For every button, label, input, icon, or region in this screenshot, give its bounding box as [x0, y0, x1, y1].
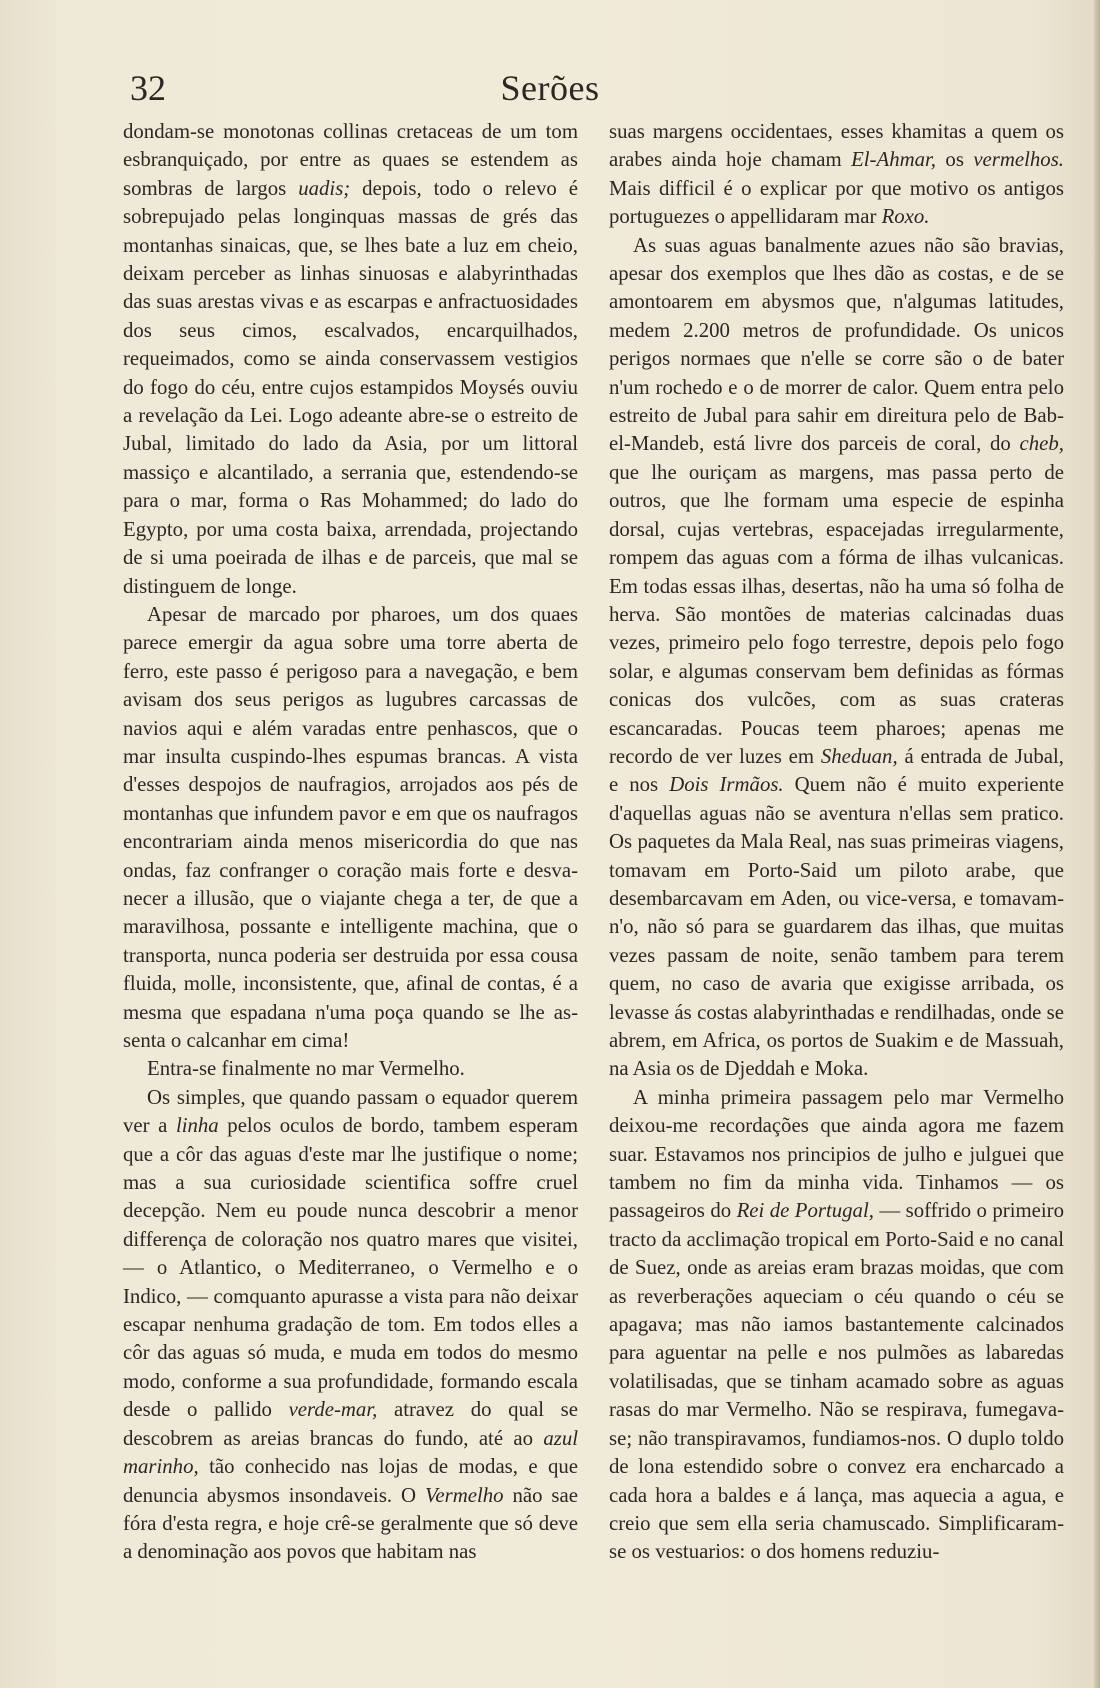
paragraph: suas margens occidentaes, esses khamitas a quem os arabes ainda hoje chamam El-Ahmar, os vermelhos. Mais difficil é o explicar por que motivo os antigos portuguezes o appellidaram mar Roxo. [609, 120, 1064, 229]
page-header [0, 66, 1100, 116]
running-title: Serões [500, 68, 600, 108]
left-column [123, 118, 578, 1658]
right-column [609, 118, 1064, 1658]
paragraph: dondam-se monotonas collinas cretaceas de um tom esbranquiçado, por entre as quaes se estendem as sombras de largos uadis; depois, todo o relevo é sobrepujado pelas longinquas massas de grés das montanhas sinaicas, que, se lhes bate a luz em cheio, deixam perceber as linhas sinuosas e alabyrinthadas das suas arestas vivas e as escarpas e anfractuosidades dos seus cimos, escalvados, encarquilhados, requeimados, como se ainda conservassem vestigios do fogo do céu, entre cujos estampidos Moysés ouviu a revelação da Lei. Logo adeante abre-se o estreito de Jubal, limitado do lado da Asia, por um littoral massiço e alcantilado, a serrania que, estendendo-se para o mar, forma o Ras Mohammed; do lado do Egypto, por uma costa baixa, arrendada, projectando de si uma poeirada de ilhas e de parceis, que mal se distinguem de longe. [123, 120, 578, 598]
paragraph: Apesar de marcado por pharoes, um dos quaes parece emergir da agua sobre uma torre aberta de ferro, este passo é perigoso para a navegação, e bem avisam dos seus perigos as lugubres carcassas de navios aqui e além varadas entre penhascos, que o mar insulta cuspindo-lhes espumas brancas. A vista d'esses despojos de naufragios, arrojados aos pés de montanhas que infundem pavor e em que os naufragos encontrariam ainda menos misericordia do que nas ondas, faz confranger o coração mais forte e desvanecer a illusão, que o viajante chega a ter, de que a maravilhosa, possante e intelligente machina, que o transporta, nunca poderia ser destruida por essa cousa fluida, molle, inconsistente, que, afinal de contas, é a mesma que espadana n'uma poça quando se lhe assenta o calcanhar em cima! [123, 602, 578, 1052]
page-number: 32 [130, 68, 166, 108]
paragraph: Os simples, que quando passam o equador querem ver a linha pelos oculos de bordo, tambem esperam que a côr das aguas d'este mar lhe justifique o nome; mas a sua curiosidade scientifica soffre cruel decepção. Nem eu poude nunca descobrir a menor differença de coloração nos quatro mares que visitei, — o Atlantico, o Mediterraneo, o Vermelho e o Indico, — comquanto apurasse a vista para não deixar escapar nenhuma gradação de tom. Em todos elles a côr das aguas só muda, e muda em todos do mesmo modo, conforme a sua profundidade, formando escala desde o pallido verde-mar, atravez do qual se descobrem as areias brancas do fundo, até ao azul marinho, tão conhecido nas lojas de modas, e que denuncia abysmos insondaveis. O Vermelho não sae fóra d'esta regra, e hoje crê-se geralmente que só deve a denominação aos povos que habitam nas [123, 1085, 579, 1564]
paragraph: As suas aguas banalmente azues não são bravias, apesar dos exemplos que lhes dão as costas, e de se amontoarem em abysmos que, n'algumas latitudes, medem 2.200 metros de profundidade. Os unicos perigos normaes que n'elle se corre são o de bater n'um rochedo e o de morrer de calor. Quem entra pelo estreito de Jubal para sahir em direitura pelo de Bab-el-Mandeb, está livre dos parceis de coral, do cheb, que lhe ouriçam as margens, mas passa perto de outros, que lhe formam uma especie de espinha dorsal, cujas vertebras, espacejadas irregularmente, rompem das aguas com a fórma de ilhas vulcanicas. Em todas essas ilhas, desertas, não ha uma só folha de herva. São montões de materias calcinadas duas vezes, primeiro pelo fogo terrestre, depois pelo fogo solar, e algumas conservam bem definidas as fórmas conicas dos vulcões, com as suas crateras escancaradas. Poucas teem pharoes; apenas me recordo de ver luzes em Sheduan, á entrada de Jubal, e nos Dois Irmãos. Quem não é muito experiente d'aquellas aguas não se aventura n'ellas sem pratico. Os paquetes da Mala Real, nas suas primeiras viagens, tomavam em Porto-Said um piloto arabe, que desembarcavam em Aden, ou vice-versa, e tomavam-n'o, não só para se guardarem das ilhas, que muitas vezes passam de noite, senão tambem para terem quem, no caso de avaria que exigisse arribada, os levasse ás costas alabyrinthadas e rendilhadas, onde se abrem, em Africa, os portos de Suakim e de Massuah, na Asia os de Djeddah e Moka. [609, 233, 1064, 1081]
paragraph: Entra-se finalmente no mar Vermelho. [147, 1057, 465, 1081]
paragraph: A minha primeira passagem pelo mar Vermelho deixou-me recordações que ainda agora me fazem suar. Estavamos nos principios de julho e julguei que tambem no fim da minha vida. Tinhamos — os passageiros do Rei de Portugal, — soffrido o primeiro tracto da acclimação tropical em Porto-Said e no canal de Suez, onde as areias eram brazas moidas, que com as reverberações aqueciam o céu quando o céu se apagava; mas não iamos bastantemente calcinados para aguentar na pelle e nos pulmões as labaredas volatilisadas, que se tinham acamado sobre as aguas rasas do mar Vermelho. Não se respirava, fumegava-se; não transpiravamos, fundiamos-nos. O duplo toldo de lona estendido sobre o convez era encharcado a cada hora a baldes e á lança, mas aquecia a agua, e creio que sem ella seria chamuscado. Simplificaram-se os vestuarios: o dos homens reduziu- [609, 1085, 1064, 1564]
page-edge [1094, 0, 1100, 1688]
